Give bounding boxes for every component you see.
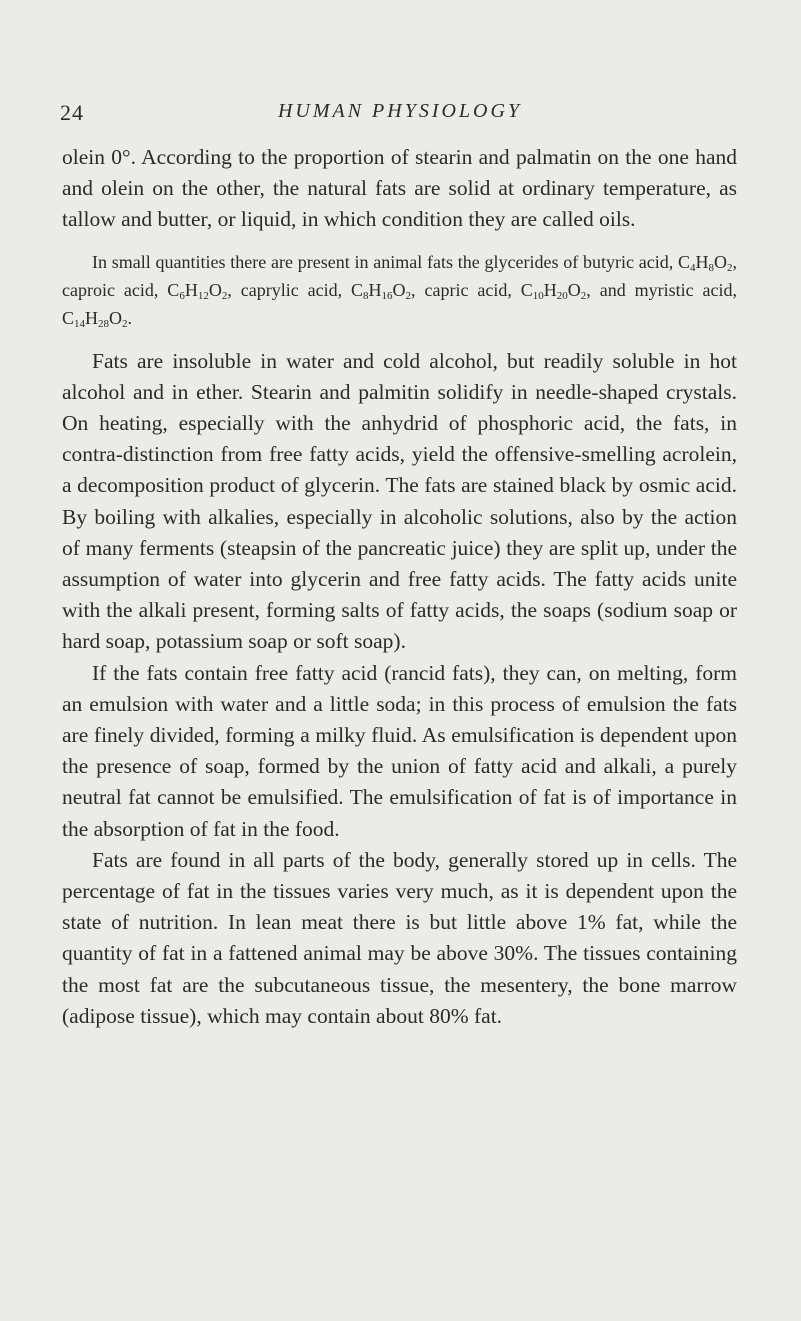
body-text [62, 142, 737, 1032]
chemical-formula: $C_6H_{12}O_2$ [167, 279, 228, 302]
chemical-formula: $C_8H_{16}O_2$ [351, 279, 412, 302]
running-head [60, 100, 740, 130]
page-number: 24 [60, 100, 84, 125]
paragraph-emulsification: If the fats contain free fatty acid (rancid fats), they can, on melting, form an emulsion with water and a little soda; in this process of emulsion the fats are finely divided, forming a milky fluid. As emulsification is dependent upon the presence of soap, formed by the union of fatty acid and alkali, a purely neutral fat cannot be emulsified. The emulsification of fat is of importance in the absorption of fat in the food. [62, 660, 737, 841]
formula-separator: , caproic acid, [62, 251, 737, 300]
chemical-formula: $C_4H_8O_2$ [677, 251, 733, 274]
small-print-note [62, 248, 737, 332]
chemical-formula: $C_{14}H_{28}O_2$ [62, 307, 128, 330]
small-print-intro: In small quantities there are present in animal fats the glycerides of butyric acid, [92, 251, 674, 272]
paragraph-continuation: olein 0°. According to the proportion of stearin and palmatin on the one hand and olein on the other, the natural fats are solid at ordinary temperature, as tallow and butter, or liquid, in which condition they are called oils. [62, 145, 737, 232]
chemical-formula: $C_{10}H_{20}O_2$ [520, 279, 587, 302]
formula-separator: , caprylic acid, [227, 279, 352, 300]
running-title: HUMAN PHYSIOLOGY [277, 100, 523, 122]
formula-separator: , capric acid, [411, 279, 521, 300]
formula-separator: , and myristic acid, [586, 279, 738, 300]
formula-separator: . [127, 307, 133, 328]
paragraph-fat-distribution: Fats are found in all parts of the body, generally stored up in cells. The percentage of fat in the tissues varies very much, as it is dependent upon the state of nutrition. In lean meat there is but little above 1% fat, while the quantity of fat in a fattened animal may be above 30%. The tissues containing the most fat are the subcutaneous tissue, the mesentery, the bone marrow (adipose tissue), which may contain about 80% fat. [62, 847, 737, 1028]
paragraph-fat-properties: Fats are insoluble in water and cold alcohol, but readily soluble in hot alcohol and in ether. Stearin and palmitin solidify in needle-shaped crystals. On heating, especially with the anhydrid of phosphoric acid, the fats, in contra-distinction from free fatty acids, yield the offensive-smelling acrolein, a decomposition product of glycerin. The fats are stained black by osmic acid. By boiling with alkalies, especially in alcoholic solutions, also by the action of many ferments (steapsin of the pancreatic juice) they are split up, under the assumption of water into glycerin and free fatty acids. The fatty acids unite with the alkali present, forming salts of fatty acids, the soaps (sodium soap or hard soap, potassium soap or soft soap). [62, 348, 737, 654]
